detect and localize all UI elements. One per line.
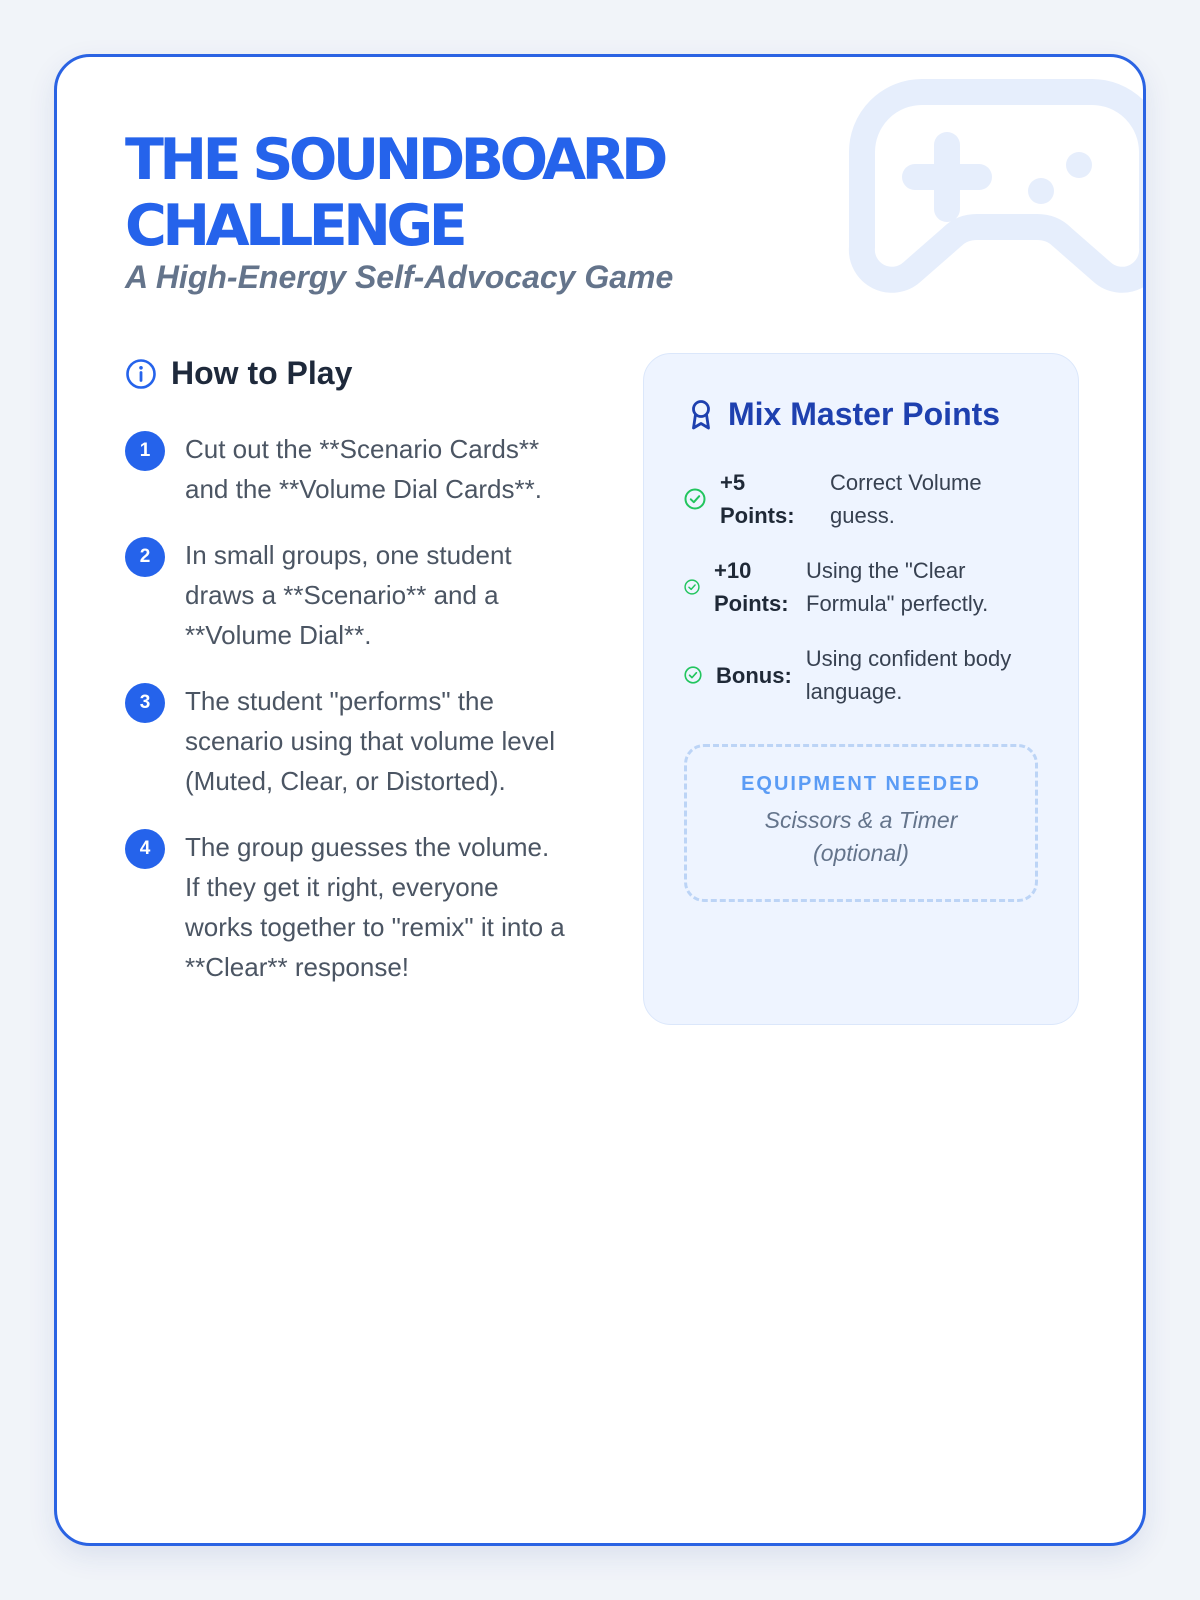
how-to-play-title: How to Play [171, 355, 353, 391]
equipment-box [684, 744, 1038, 902]
point-label: +5 Points: [720, 470, 795, 528]
points-title: Mix Master Points [728, 396, 1001, 432]
step-text: In small groups, one student draws a **Scenario** and a **Volume Dial**. [185, 540, 512, 650]
step-number-badge: 2 [125, 537, 165, 577]
info-icon [125, 358, 157, 390]
gamepad-icon [847, 67, 1146, 307]
page-title [125, 127, 664, 259]
step-item [125, 535, 565, 655]
step-item [125, 681, 565, 801]
step-item [125, 827, 565, 987]
point-item [684, 554, 1044, 620]
point-label: +10 Points: [714, 558, 789, 616]
point-label: Bonus: [716, 662, 792, 688]
step-text: Cut out the **Scenario Cards** and the **Volume Dial Cards**. [185, 434, 542, 504]
title-line-2: CHALLENGE [125, 193, 464, 259]
point-item [684, 466, 1044, 532]
points-list [684, 466, 1044, 730]
equipment-value: Scissors & a Timer (optional) [764, 807, 958, 866]
equipment-label: EQUIPMENT NEEDED [741, 773, 981, 795]
steps-list [125, 429, 565, 1013]
award-icon [684, 398, 718, 432]
step-number-badge: 1 [125, 431, 165, 471]
point-item [684, 642, 1044, 708]
step-item [125, 429, 565, 509]
point-description: Using confident body language. [805, 646, 1012, 704]
step-text: The student "performs" the scenario using that volume level (Muted, Clear, or Distorted). [185, 686, 555, 796]
points-panel [643, 353, 1079, 1025]
step-text: The group guesses the volume. If they get it right, everyone works together to "remix" it into a **Clear** response! [185, 832, 565, 982]
step-number-badge: 4 [125, 829, 165, 869]
points-heading [684, 396, 1000, 433]
title-line-1: THE SOUNDBOARD [125, 127, 664, 193]
point-description: Correct Volume guess. [830, 470, 982, 528]
check-circle-icon [684, 488, 706, 510]
page-subtitle: A High-Energy Self-Advocacy Game [125, 259, 674, 295]
activity-card [54, 54, 1146, 1546]
point-description: Using the "Clear Formula" perfectly. [806, 558, 989, 616]
step-number-badge: 3 [125, 683, 165, 723]
check-circle-icon [684, 579, 700, 595]
how-to-play-heading [125, 355, 352, 392]
check-circle-icon [684, 666, 702, 684]
